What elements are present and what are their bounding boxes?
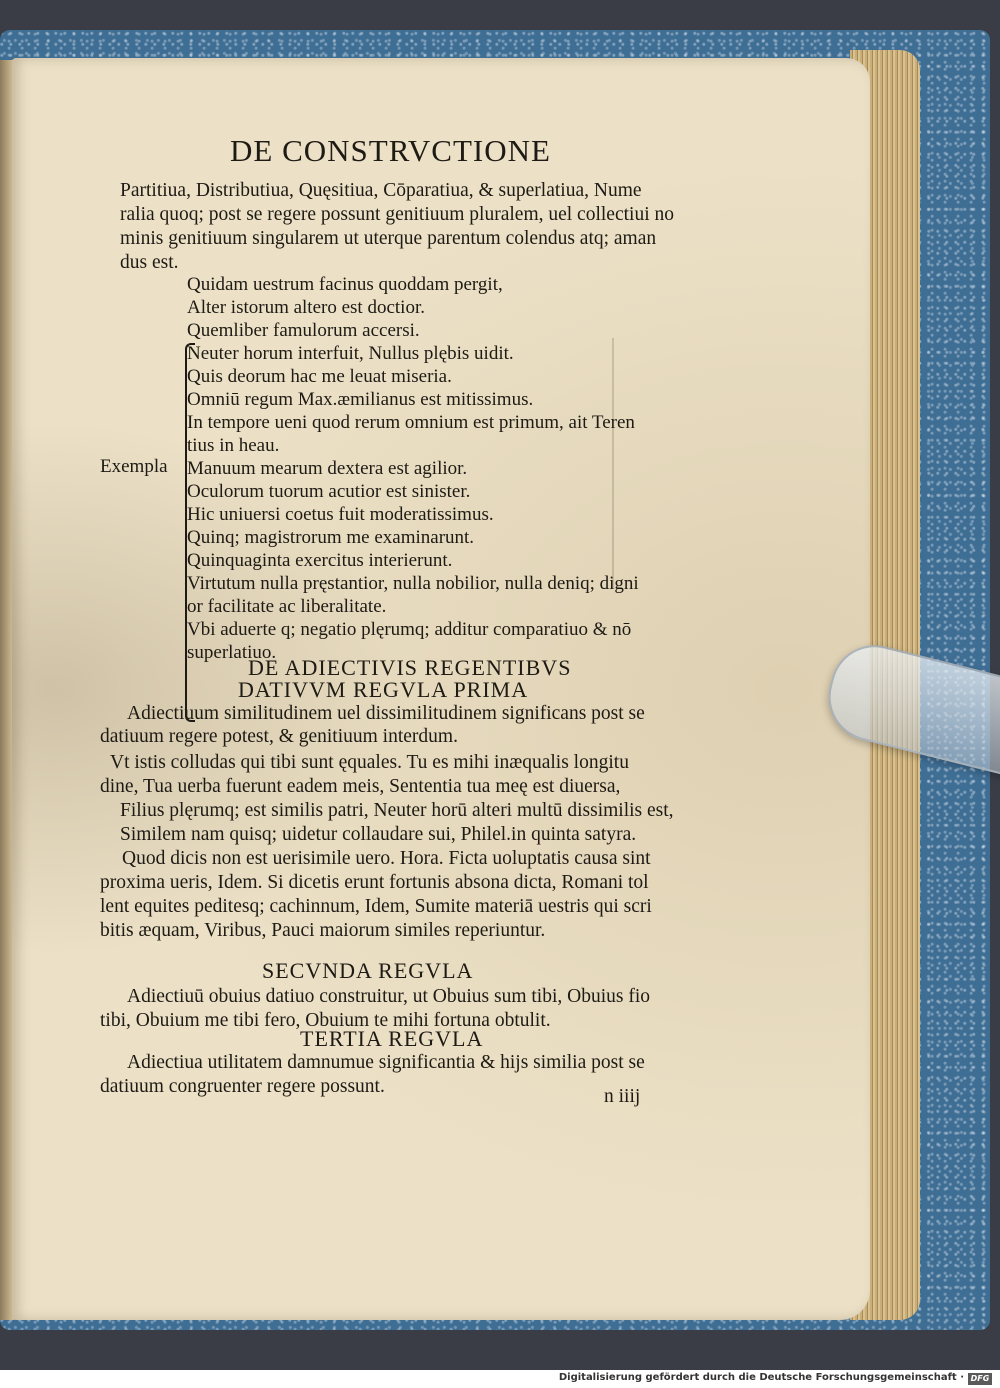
example-line: Hic uniuersi coetus fuit moderatissimus. <box>187 504 494 525</box>
example-line: Oculorum tuorum acutior est sinister. <box>187 481 471 502</box>
example-line: Quinquaginta exercitus interierunt. <box>187 550 453 571</box>
example-line: Alter istorum altero est doctior. <box>187 297 425 318</box>
rule-line: Vt istis colludas qui tibi sunt ęquales. Tu es mihi inæqualis longitu <box>110 752 629 773</box>
rule-line: proxima ueris, Idem. Si dicetis erunt fortunis absona dicta, Romani tol <box>100 872 649 893</box>
rule-line: lent equites peditesq; cachinnum, Idem, Sumite materiā uestris qui scri <box>100 896 652 917</box>
ink-show-through <box>612 338 614 588</box>
example-line: Omniū regum Max.æmilianus est mitissimus. <box>187 389 534 410</box>
section-subtitle: DATIVVM REGVLA PRIMA <box>238 677 529 702</box>
rule-line: datiuum regere potest, & genitiuum interdum. <box>100 726 458 747</box>
rule-line: bitis æquam, Viribus, Pauci maiorum similes reperiuntur. <box>100 920 546 941</box>
example-line: Quemliber famulorum accersi. <box>187 320 420 341</box>
example-line: Quidam uestrum facinus quoddam pergit, <box>187 274 503 295</box>
section-title: SECVNDA REGVLA <box>262 958 474 983</box>
rule-line: dine, Tua uerba fuerunt eadem meis, Sententia tua meę est diuersa, <box>100 776 621 797</box>
rule-line: Adiectiuū obuius datiuo construitur, ut Obuius sum tibi, Obuius fio <box>127 986 650 1007</box>
rule-line: tibi, Obuium me tibi fero, Obuium te mihi fortuna obtulit. <box>100 1010 551 1031</box>
example-line: or facilitate ac liberalitate. <box>187 596 387 617</box>
intro-line: ralia quoq; post se regere possunt genitiuum pluralem, uel collectiui no <box>120 204 674 225</box>
dfg-logo: DFG <box>968 1373 992 1385</box>
rule-line: Similem nam quisq; uidetur collaudare sui, Philel.in quinta satyra. <box>120 824 637 845</box>
section-title: DE ADIECTIVIS REGENTIBVS <box>248 655 572 680</box>
rule-line: Filius plęrumq; est similis patri, Neuter horū alteri multū dissimilis est, <box>120 800 674 821</box>
example-line: Quinq; magistrorum me examinarunt. <box>187 527 475 548</box>
example-line: superlatiuo. <box>187 642 277 663</box>
funding-notice: Digitalisierung gefördert durch die Deutsche Forschungsgemeinschaft · <box>558 1372 964 1383</box>
rule-line: Adiectiuum similitudinem uel dissimilitudinem significans post se <box>127 703 645 724</box>
example-line: tius in heau. <box>187 435 280 456</box>
example-line: Vbi aduerte q; negatio plęrumq; additur comparatiuo & nō <box>187 619 632 640</box>
rule-line: Adiectiua utilitatem damnumue significantia & hijs similia post se <box>127 1052 645 1073</box>
section-title: TERTIA REGVLA <box>300 1026 484 1051</box>
example-line: Virtutum nulla pręstantior, nulla nobilior, nulla deniq; digni <box>187 573 639 594</box>
examples-label: Exempla <box>100 456 168 477</box>
rule-line: Quod dicis non est uerisimile uero. Hora. Ficta uoluptatis causa sint <box>122 848 651 869</box>
rule-line: datiuum congruenter regere possunt. <box>100 1076 385 1097</box>
footer-bar <box>0 1370 1000 1388</box>
example-line: Neuter horum interfuit, Nullus plębis uidit. <box>187 343 514 364</box>
example-line: Manuum mearum dextera est agilior. <box>187 458 468 479</box>
intro-line: Partitiua, Distributiua, Quęsitiua, Cōparatiua, & superlatiua, Nume <box>120 180 642 201</box>
intro-line: minis genitiuum singularem ut uterque parentum colendus atq; aman <box>120 228 657 249</box>
book-page <box>12 58 870 1320</box>
intro-line: dus est. <box>120 252 179 273</box>
signature-mark: n iiij <box>604 1086 641 1107</box>
page-heading: DE CONSTRVCTIONE <box>230 133 551 168</box>
example-line: In tempore ueni quod rerum omnium est primum, ait Teren <box>187 412 635 433</box>
example-line: Quis deorum hac me leuat miseria. <box>187 366 452 387</box>
